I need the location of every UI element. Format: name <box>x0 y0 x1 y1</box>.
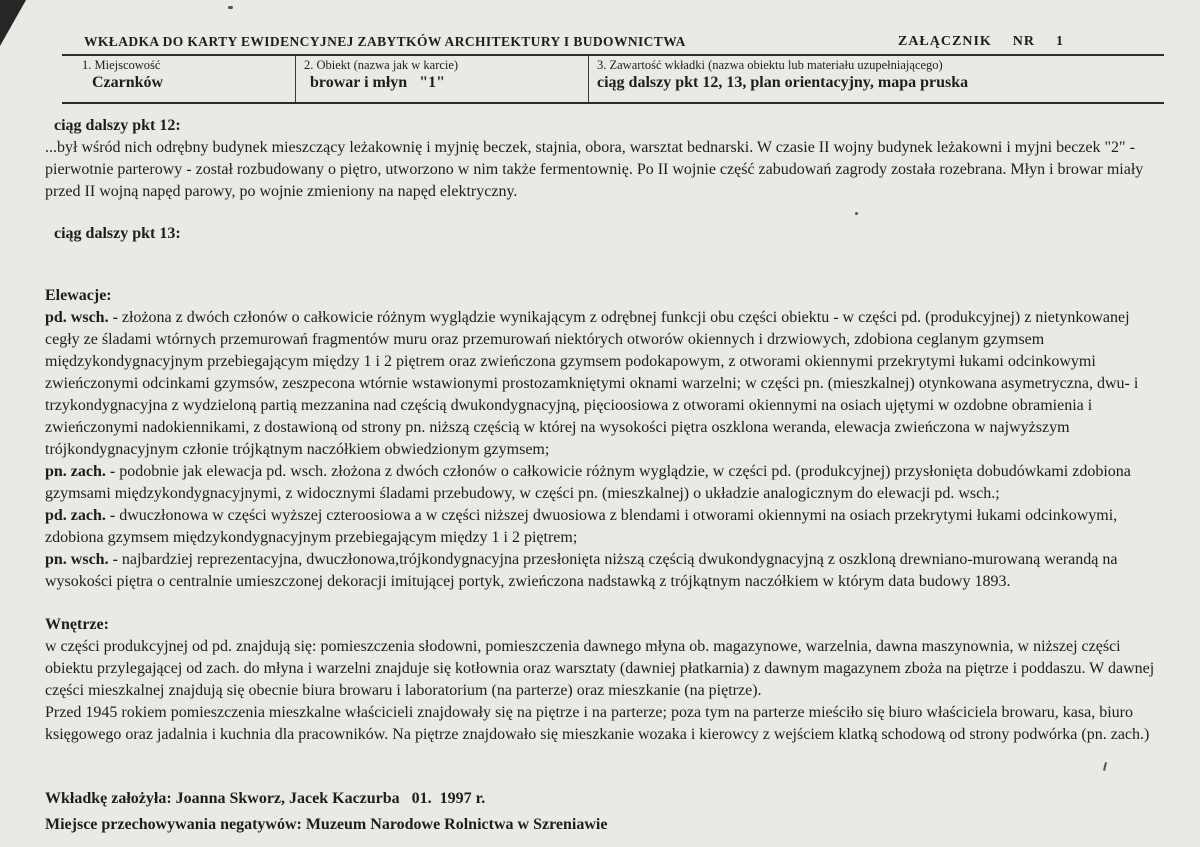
section-heading-pkt13: ciąg dalszy pkt 13: <box>54 225 181 242</box>
elevation-lead: pd. wsch. - <box>45 309 118 326</box>
table-cell-zawartosc <box>588 56 1164 102</box>
table-cell-obiekt <box>295 56 588 102</box>
cell-value: Czarnków <box>92 74 164 91</box>
created-by-label: Wkładkę założyła: <box>45 790 172 807</box>
scan-speck <box>228 6 233 9</box>
scan-corner-artifact <box>0 0 26 46</box>
elevation-text: podobnie jak elewacja pd. wsch. złożona z dwóch członów o całkowicie różnym wyglądzie, w części pd. (produkcyjnej) przysłonięta dobudówkami zdobiona gzymsami międzykondygnacyjnymi, z widocznymi śladami przebudowy, w części pn. (mieszkalnej) o układzie analogicznym do elewacji pd. wsch.; <box>45 463 1131 502</box>
negatives-value: Muzeum Narodowe Rolnictwa w Szreniawie <box>305 816 608 833</box>
attachment-number-label: ZAŁĄCZNIK NR 1 <box>897 34 1064 49</box>
paragraph-elewacja-pn-wsch <box>45 549 1164 593</box>
elevation-text: złożona z dwóch członów o całkowicie różnym wyglądzie wynikającym z odrębnej funkcji obu części obiektu - w części pd. (produkcyjnej) z nietynkowanej cegły ze śladami wtórnych przemurowań fragmentów muru oraz przemurowań niektórych otworów okiennych i drzwiowych, zdobiona ceglanym gzymsem międzykondygnacyjnym przebiegającym między 1 i 2 piętrem oraz zwieńczona gzymsem podokapowym, z otworami okiennymi przekrytymi łukami odcinkowymi zwieńczonymi odcinkami gzymsów, zeszpecona wtórnie wstawionymi prostozamkniętymi oknami warzelni; w części pn. (mieszkalnej) otynkowana asymetryczna, dwu- i trzykondygnacyjna z wydzieloną partią mezzanina nad częścią dwukondygnacyjną, pięcioosiowa z otworami okiennymi na osiach ujętymi w ozdobne obramienia i zwieńczonymi nadokiennikami, z dostawioną od strony pn. niższą częścią w której na wysokości piętra oszklona weranda, elewacja zwieńczona w najwyższym trójkondygnacyjnym członie trójkątnym naczółkiem obwiedzionym gzymsem; <box>45 309 1139 458</box>
cell-value: ciąg dalszy pkt 12, 13, plan orientacyjny, mapa pruska <box>597 74 969 91</box>
cell-value: browar i młyn "1" <box>310 74 445 91</box>
elevation-lead: pn. zach. - <box>45 463 116 480</box>
header-table <box>62 56 1164 104</box>
elevation-lead: pn. wsch. - <box>45 551 118 568</box>
elevation-text: najbardziej reprezentacyjna, dwuczłonowa,trójkondygnacyjna przesłonięta niższą częścią dwukondygnacyjną z oszkloną drewniano-murowaną werandą na wysokości piętra o centralnie umieszczonej dekoracji imitującej portyk, zwieńczona nadstawką z trójkątnym naczółkiem w którym data budowy 1893. <box>45 551 1118 590</box>
document-footer <box>45 786 1164 838</box>
cell-label: 2. Obiekt (nazwa jak w karcie) <box>304 58 459 72</box>
scan-speck <box>1103 762 1107 771</box>
scan-speck <box>855 212 858 215</box>
negatives-label: Miejsce przechowywania negatywów: <box>45 816 302 833</box>
elevation-lead: pd. zach. - <box>45 507 116 524</box>
paragraph-elewacja-pd-zach <box>45 505 1164 549</box>
title-row <box>62 34 1164 54</box>
paragraph-pkt12: ...był wśród nich odrębny budynek mieszczący leżakownię i myjnię beczek, stajnia, obora, warsztat bednarski. W czasie II wojny budynek leżakowni i myjni beczek "2" - pierwotnie parterowy - został rozbudowany o piętro, utworzono w nim także fermentownię. Po II wojnie część zabudowań zagrody została rozebrana. Młyn i browar miały przed II wojną napęd parowy, po wojnie zmieniony na napęd elektryczny. <box>45 139 1144 200</box>
footer-negatives <box>45 812 1164 838</box>
footer-created-by <box>45 786 1164 812</box>
created-by-value: Joanna Skworz, Jacek Kaczurba 01. 1997 r. <box>175 790 486 807</box>
section-heading-wnetrze: Wnętrze: <box>45 616 109 633</box>
cell-label: 1. Miejscowość <box>82 58 161 72</box>
table-cell-miejscowosc <box>62 56 295 102</box>
document-body <box>45 115 1164 746</box>
document-title: WKŁADKA DO KARTY EWIDENCYJNEJ ZABYTKÓW ARCHITEKTURY I BUDOWNICTWA <box>84 34 686 49</box>
section-heading-pkt12: ciąg dalszy pkt 12: <box>54 117 181 134</box>
paragraph-wnetrze-2: Przed 1945 rokiem pomieszczenia mieszkalne właścicieli znajdowały się na piętrze i na parterze; poza tym na parterze mieściło się biuro właściciela browaru, kasa, biuro księgowego oraz jadalnia i kuchnia dla pracowników. Na piętrze znajdowało się mieszkanie wozaka i kierowcy z wejściem klatką schodową od strony podwórka (pn. zach.) <box>45 704 1150 743</box>
document-header <box>62 34 1164 104</box>
paragraph-elewacja-pd-wsch <box>45 307 1164 461</box>
paragraph-elewacja-pn-zach <box>45 461 1164 505</box>
paragraph-wnetrze-1: w części produkcyjnej od pd. znajdują się: pomieszczenia słodowni, pomieszczenia dawnego młyna ob. magazynowe, warzelnia, dawna maszynownia, w niższej części obiektu przylegającej od zach. do młyna i warzelni znajduje się kotłownia oraz warsztaty (dawniej płatkarnia) z dawnym magazynem zboża na piętrze i poddaszu. W dawnej części mieszkalnej znajdują się obecnie biura browaru i laboratorium (na parterze) oraz mieszkanie (na piętrze). <box>45 638 1155 699</box>
section-heading-elewacje: Elewacje: <box>45 287 112 304</box>
elevation-text: dwuczłonowa w części wyższej czteroosiowa a w części niższej dwuosiowa z blendami i otworami okiennymi na osiach przekrytymi łukami odcinkowymi, zdobiona gzymsem międzykondygnacyjnym przebiegającym między 1 i 2 piętrem; <box>45 507 1118 546</box>
cell-label: 3. Zawartość wkładki (nazwa obiektu lub materiału uzupełniającego) <box>597 58 943 72</box>
